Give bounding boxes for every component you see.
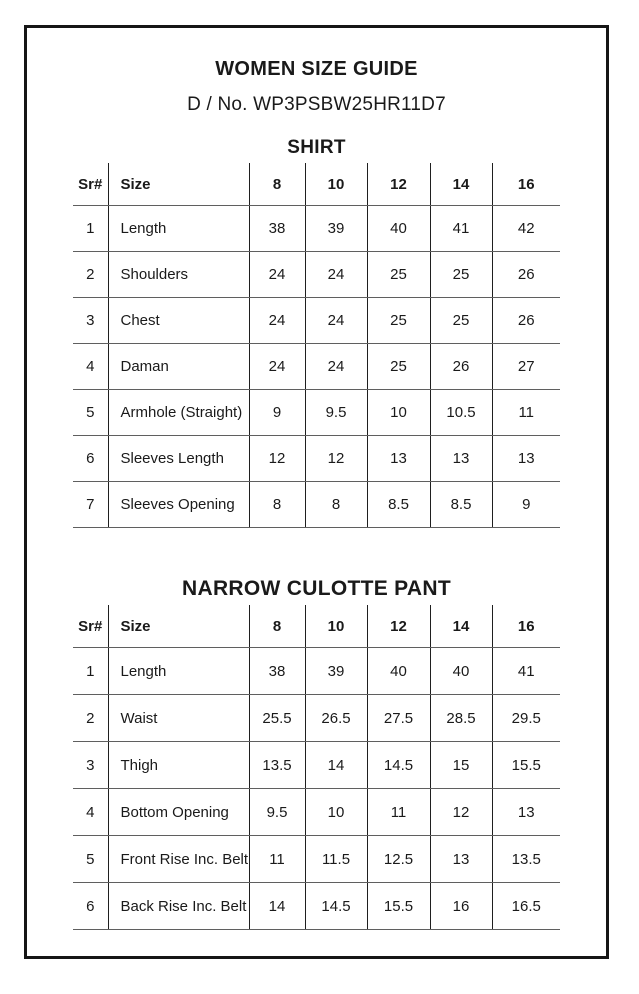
size-value-cell: 13 xyxy=(430,436,492,482)
size-value-cell: 11 xyxy=(249,836,305,883)
measurement-label-cell: Sleeves Length xyxy=(108,436,249,482)
sr-cell: 3 xyxy=(73,742,108,789)
size-value-cell: 27 xyxy=(492,344,560,390)
size-value-cell: 13 xyxy=(492,436,560,482)
size-value-cell: 26 xyxy=(492,298,560,344)
sr-cell: 6 xyxy=(73,436,108,482)
size-value-cell: 25 xyxy=(430,298,492,344)
size-value-cell: 14 xyxy=(249,883,305,930)
size-value-cell: 40 xyxy=(367,206,430,252)
shirt-section xyxy=(27,137,606,528)
section-title-shirt: SHIRT xyxy=(287,137,346,158)
size-value-cell: 28.5 xyxy=(430,695,492,742)
measurement-label-cell: Bottom Opening xyxy=(108,789,249,836)
size-value-cell: 13 xyxy=(430,836,492,883)
measurement-label-cell: Sleeves Opening xyxy=(108,482,249,528)
size-value-cell: 16.5 xyxy=(492,883,560,930)
section-title-pant: NARROW CULOTTE PANT xyxy=(182,577,451,600)
sr-cell: 5 xyxy=(73,390,108,436)
column-header-size-16: 16 xyxy=(492,163,560,206)
shirt-size-table xyxy=(73,163,560,528)
size-value-cell: 11.5 xyxy=(305,836,367,883)
size-value-cell: 26 xyxy=(492,252,560,298)
size-value-cell: 9.5 xyxy=(249,789,305,836)
size-value-cell: 25 xyxy=(430,252,492,298)
size-value-cell: 39 xyxy=(305,206,367,252)
size-value-cell: 13 xyxy=(367,436,430,482)
size-value-cell: 12.5 xyxy=(367,836,430,883)
size-value-cell: 24 xyxy=(249,298,305,344)
size-value-cell: 24 xyxy=(249,252,305,298)
size-value-cell: 26.5 xyxy=(305,695,367,742)
size-value-cell: 12 xyxy=(249,436,305,482)
size-value-cell: 10 xyxy=(367,390,430,436)
measurement-label-cell: Daman xyxy=(108,344,249,390)
size-value-cell: 24 xyxy=(305,298,367,344)
sr-cell: 4 xyxy=(73,789,108,836)
measurement-label-cell: Back Rise Inc. Belt xyxy=(108,883,249,930)
table-row xyxy=(73,482,560,528)
table-row xyxy=(73,390,560,436)
size-value-cell: 24 xyxy=(305,252,367,298)
sr-cell: 1 xyxy=(73,648,108,695)
size-value-cell: 8.5 xyxy=(430,482,492,528)
measurement-label-cell: Chest xyxy=(108,298,249,344)
measurement-label-cell: Length xyxy=(108,206,249,252)
size-value-cell: 27.5 xyxy=(367,695,430,742)
size-value-cell: 8 xyxy=(305,482,367,528)
size-value-cell: 11 xyxy=(367,789,430,836)
table-header-row xyxy=(73,163,560,206)
size-value-cell: 12 xyxy=(305,436,367,482)
size-value-cell: 25 xyxy=(367,298,430,344)
size-value-cell: 38 xyxy=(249,206,305,252)
table-row xyxy=(73,742,560,789)
page-border-frame xyxy=(24,25,609,959)
measurement-label-cell: Waist xyxy=(108,695,249,742)
size-value-cell: 29.5 xyxy=(492,695,560,742)
size-value-cell: 39 xyxy=(305,648,367,695)
size-value-cell: 16 xyxy=(430,883,492,930)
pant-size-table xyxy=(73,605,560,930)
table-row xyxy=(73,344,560,390)
measurement-label-cell: Armhole (Straight) xyxy=(108,390,249,436)
size-value-cell: 41 xyxy=(492,648,560,695)
table-row xyxy=(73,206,560,252)
measurement-label-cell: Front Rise Inc. Belt xyxy=(108,836,249,883)
size-value-cell: 42 xyxy=(492,206,560,252)
column-header-size-10: 10 xyxy=(305,163,367,206)
table-row xyxy=(73,436,560,482)
size-value-cell: 14 xyxy=(305,742,367,789)
column-header-size-14: 14 xyxy=(430,605,492,648)
size-value-cell: 14.5 xyxy=(367,742,430,789)
sr-cell: 5 xyxy=(73,836,108,883)
size-value-cell: 25 xyxy=(367,252,430,298)
size-value-cell: 40 xyxy=(367,648,430,695)
size-value-cell: 13.5 xyxy=(249,742,305,789)
column-header-size-12: 12 xyxy=(367,163,430,206)
size-value-cell: 9 xyxy=(249,390,305,436)
pant-section xyxy=(27,577,606,930)
sr-cell: 6 xyxy=(73,883,108,930)
sr-cell: 2 xyxy=(73,252,108,298)
sr-cell: 4 xyxy=(73,344,108,390)
sr-cell: 1 xyxy=(73,206,108,252)
column-header-size-10: 10 xyxy=(305,605,367,648)
size-value-cell: 38 xyxy=(249,648,305,695)
table-row xyxy=(73,789,560,836)
size-value-cell: 25.5 xyxy=(249,695,305,742)
size-value-cell: 25 xyxy=(367,344,430,390)
size-value-cell: 10.5 xyxy=(430,390,492,436)
measurement-label-cell: Shoulders xyxy=(108,252,249,298)
table-row xyxy=(73,883,560,930)
column-header-size-14: 14 xyxy=(430,163,492,206)
table-row xyxy=(73,695,560,742)
table-row xyxy=(73,298,560,344)
size-value-cell: 9.5 xyxy=(305,390,367,436)
size-value-cell: 15.5 xyxy=(367,883,430,930)
column-header-sr: Sr# xyxy=(73,163,108,206)
column-header-size-8: 8 xyxy=(249,163,305,206)
size-value-cell: 14.5 xyxy=(305,883,367,930)
column-header-size-8: 8 xyxy=(249,605,305,648)
measurement-label-cell: Length xyxy=(108,648,249,695)
size-value-cell: 24 xyxy=(305,344,367,390)
size-value-cell: 40 xyxy=(430,648,492,695)
measurement-label-cell: Thigh xyxy=(108,742,249,789)
column-header-size-12: 12 xyxy=(367,605,430,648)
size-value-cell: 13 xyxy=(492,789,560,836)
sr-cell: 3 xyxy=(73,298,108,344)
size-value-cell: 11 xyxy=(492,390,560,436)
size-value-cell: 10 xyxy=(305,789,367,836)
table-row xyxy=(73,836,560,883)
size-value-cell: 13.5 xyxy=(492,836,560,883)
size-value-cell: 26 xyxy=(430,344,492,390)
size-value-cell: 41 xyxy=(430,206,492,252)
table-header-row xyxy=(73,605,560,648)
column-header-sr: Sr# xyxy=(73,605,108,648)
size-value-cell: 24 xyxy=(249,344,305,390)
design-number: D / No. WP3PSBW25HR11D7 xyxy=(187,94,446,115)
size-value-cell: 8 xyxy=(249,482,305,528)
table-row xyxy=(73,252,560,298)
sr-cell: 7 xyxy=(73,482,108,528)
size-value-cell: 12 xyxy=(430,789,492,836)
column-header-size: Size xyxy=(108,605,249,648)
size-value-cell: 15 xyxy=(430,742,492,789)
table-row xyxy=(73,648,560,695)
size-value-cell: 9 xyxy=(492,482,560,528)
page-title: WOMEN SIZE GUIDE xyxy=(215,58,418,80)
column-header-size-16: 16 xyxy=(492,605,560,648)
size-value-cell: 8.5 xyxy=(367,482,430,528)
sr-cell: 2 xyxy=(73,695,108,742)
size-value-cell: 15.5 xyxy=(492,742,560,789)
column-header-size: Size xyxy=(108,163,249,206)
